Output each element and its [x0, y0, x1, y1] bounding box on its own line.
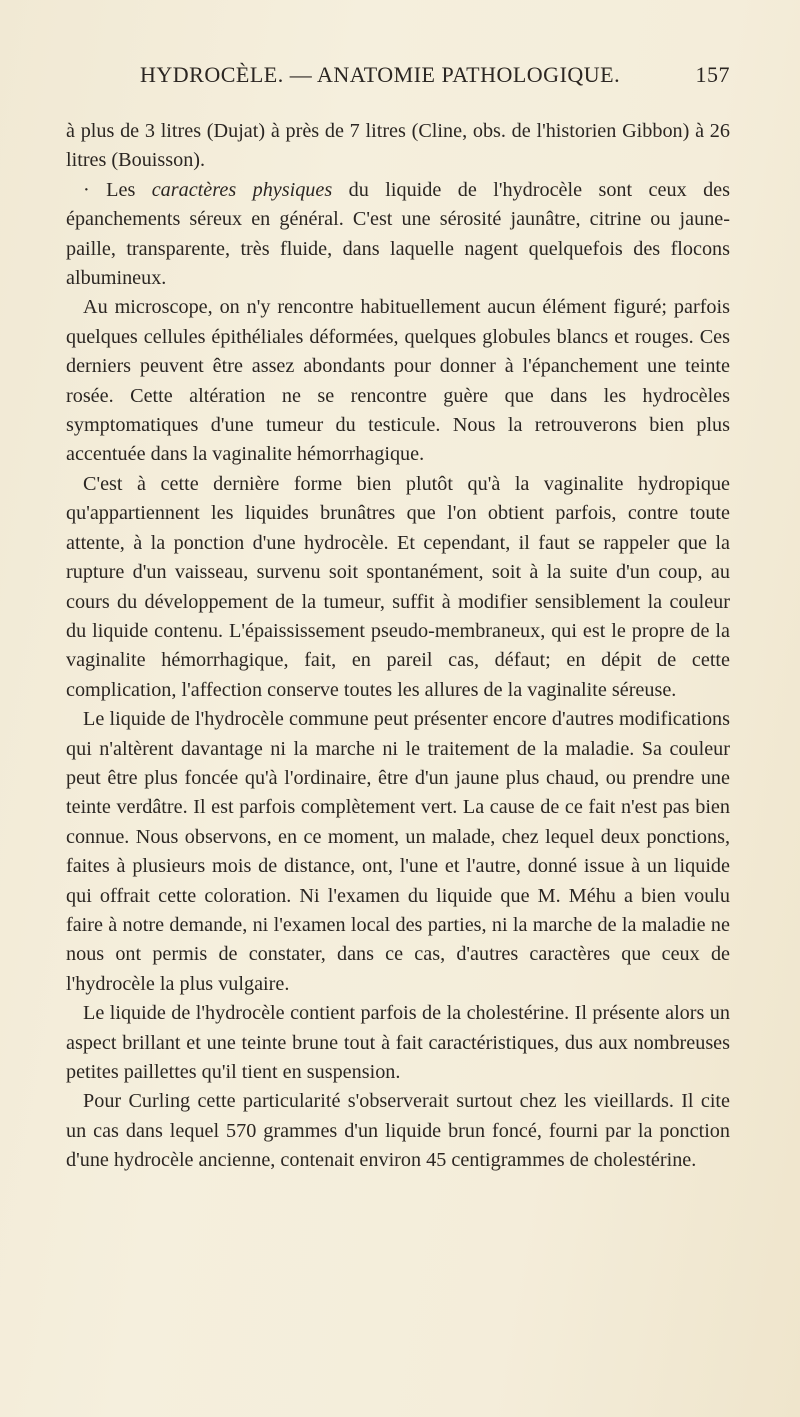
paragraph-6: Le liquide de l'hydrocèle contient parfois de la cholestérine. Il présente alors un aspect brillant et une teinte brune tout à fait caractéristiques, dus aux nombreuses petites paillettes qu'il tient en suspension. [66, 1002, 730, 1083]
paragraph-3: Au microscope, on n'y rencontre habituellement aucun élément figuré; parfois quelques cellules épithéliales déformées, quelques globules blancs et rouges. Ces derniers peuvent être assez abondants pour donner à l'épanchement une teinte rosée. Cette altération ne se rencontre guère que dans les hydrocèles symptomatiques d'une tumeur du testicule. Nous la retrouverons bien plus accentuée dans la vaginalite hémorrhagique. [66, 296, 730, 466]
paragraph-2: · Les caractères physiques du liquide de l'hydrocèle sont ceux des épanchements séreux en général. C'est une sérosité jaunâtre, citrine ou jaune-paille, transparente, très fluide, dans laquelle nagent quelquefois des flocons albumineux. [66, 178, 730, 290]
body-text [66, 117, 730, 1176]
running-head [140, 62, 730, 92]
running-title: HYDROCÈLE. — ANATOMIE PATHOLOGIQUE. [140, 62, 621, 87]
paragraph-7: Pour Curling cette particularité s'observerait surtout chez les vieillards. Il cite un cas dans lequel 570 grammes d'un liquide brun foncé, fourni par la ponction d'une hydrocèle ancienne, contenait environ 45 centigrammes de cholestérine. [66, 1090, 730, 1172]
paragraph-4: C'est à cette dernière forme bien plutôt qu'à la vaginalite hydropique qu'appartiennent les liquides brunâtres que l'on obtient parfois, contre toute attente, à la ponction d'une hydrocèle. Et cependant, il faut se rappeler que la rupture d'un vaisseau, survenu soit spontanément, soit à la suite d'un coup, au cours du développement de la tumeur, suffit à modifier sensiblement la couleur du liquide contenu. L'épaississement pseudo-membraneux, qui est le propre de la vaginalite hémorrhagique, fait, en pareil cas, défaut; en dépit de cette complication, l'affection conserve toutes les allures de la vaginalite séreuse. [66, 472, 730, 701]
paragraph-5: Le liquide de l'hydrocèle commune peut présenter encore d'autres modifications qui n'altèrent davantage ni la marche ni le traitement de la maladie. Sa couleur peut être plus foncée qu'à l'ordinaire, être d'un jaune plus chaud, ou prendre une teinte verdâtre. Il est parfois complètement vert. La cause de ce fait n'est pas bien connue. Nous observons, en ce moment, un malade, chez lequel deux ponctions, faites à plusieurs mois de distance, ont, l'une et l'autre, donné issue à un liquide qui offrait cette coloration. Ni l'examen du liquide que M. Méhu a bien voulu faire à notre demande, ni l'examen local des parties, ni la marche de la maladie ne nous ont permis de constater, dans ce cas, d'autres caractères que ceux de l'hydrocèle la plus vulgaire. [66, 708, 730, 995]
paragraph-1: à plus de 3 litres (Dujat) à près de 7 litres (Cline, obs. de l'historien Gibbon) à 26 litres (Bouisson). [66, 120, 730, 172]
page-number: 157 [695, 62, 730, 87]
emphasis-caracteres-physiques: caractères physiques [151, 178, 333, 201]
